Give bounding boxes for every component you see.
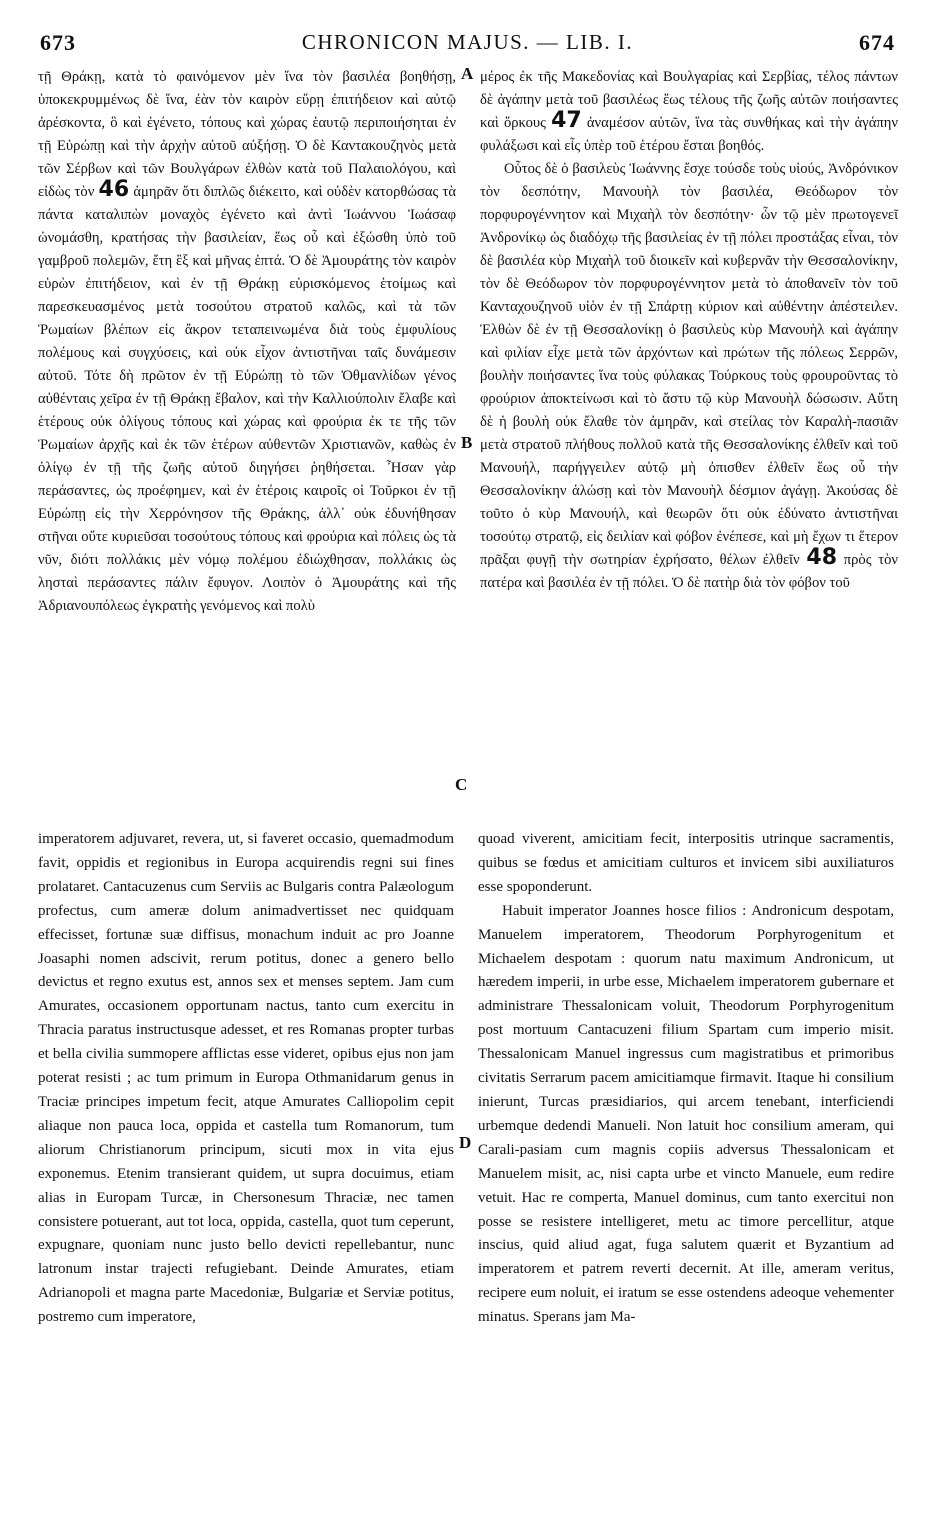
page-mark-46: 46 [98,177,130,202]
greek-column-left [38,66,456,618]
page-mark-48: 48 [806,545,838,570]
greek-left-text-1: τῇ Θράκῃ, κατὰ τὸ φαινόμενον μὲν ἵνα τὸν βασιλέα βοηθήσῃ, ὑποκεκρυμμένως δὲ ἵνα, ἐὰν τὸν καιρὸν εὕρῃ ἐπιτήδειον καὶ αὐτῷ ἀρέσκοντα, ὃ καὶ ἐγένετο, τόπους καὶ χώρας ἑαυτῷ περιποιήσηται ἐν τῇ Εὐρώπῃ καὶ τὴν ἀρχὴν αὐτοῦ αὐξήσῃ. Ὁ δὲ Καντακουζηνὸς μετὰ τῶν Σέρβων καὶ τῶν Βουλγάρων ἐλθὼν κατὰ τοῦ Παλαιολόγου, καὶ εἰδὼς τὸν [38,69,456,200]
latin-column-right [478,828,894,1330]
margin-letter-b: B [461,433,473,452]
greek-left-text-2: ἀμηρᾶν ὅτι διπλῶς διέκειτο, καὶ οὐδὲν κατορθώσας τὰ πάντα καταλιπὼν μοναχὸς ἐγένετο καὶ ἀντὶ Ἰωάννου Ἰωάσαφ ὠνομάσθη, κρατήσας τὴν βασιλείαν, ἕως οὗ καὶ ἐξώσθη ὑπὸ τοῦ γαμβροῦ πολεμῶν, ἔτη ἓξ καὶ μῆνας ἑπτά. Ὁ δὲ Ἀμουράτης τὸν καιρὸν εὑρὼν ἐπιτήδειον, καὶ ἐν τῇ Θράκῃ εὑρισκόμενος ἑτοίμως καὶ παρεσκευασμένος μετὰ τοσούτου στρατοῦ καλῶς, καὶ τὰ τῶν Ῥωμαίων βλέπων εἰς ἄκρον τεταπεινωμένα διὰ τοὺς ἐμφυλίους πολέμους καὶ συγχύσεις, καὶ οὐκ εἶχον ἀντιστῆναι ταῖς δυνάμεσιν αὐτοῦ. Τότε δὴ πρῶτον ἐν τῇ Εὐρώπῃ τὸ τῶν Ὀθμανλίδων γένος αὐθένταις χεῖρα ἐν τῇ Θράκῃ ἔβαλον, καὶ τὴν Καλλιούπολιν ἔλαβε καὶ ἑτέρους οὐκ ὀλίγους τόπους καὶ χώρας καὶ φρούρια ἐκ τε τῆς τῶν Ῥωμαίων ἀρχῆς καὶ ἐκ τῶν ἑτέρων αὐθεντῶν Χριστιανῶν, καθὼς ἐν ὀλίγῳ ἐν τῇ τῆς ζωῆς αὐτοῦ διηγήσει ῥηθήσεται. Ἦσαν γὰρ περάσαντες, ὡς προέφημεν, καὶ ἐν ἑτέροις καιροῖς οἱ Τοῦρκοι ἐν τῇ Εὐρώπῃ εἰς τὴν Χερρόνησον τῆς Θράκης, ἀλλ᾽ οὐκ ἐδυνήθησαν στῆναι οὔτε κυριεῦσαι τοσούτους τόπους καὶ φρούρια καὶ πόλεις ὡς τὰ νῦν, διότι πολλάκις μὲν νόμῳ πολέμου ἐδιώχθησαν, πολλάκις ὡς λησταὶ περάσαντες πάλιν ἔφυγον. Λοιπὸν ὁ Ἀμουράτης καὶ τῆς Ἀδριανουπόλεως ἐγκρατὴς γενόμενος καὶ πολὺ [38,184,456,614]
greek-right-text-4: πρὸς τὸν πατέρα καὶ βασιλέα ἐν τῇ πόλει. Ὁ δὲ πατὴρ διὰ τὸν φόβον τοῦ [480,552,898,591]
running-title: CHRONICON MAJUS. — LIB. I. [301,30,634,54]
latin-left-paragraph: imperatorem adjuvaret, revera, ut, si faveret occasio, quemadmodum favit, oppidis et regionibus in Europa acquirendis regni sui fines prolataret. Cantacuzenus cum Serviis ac Bulgaris contra Palæologum profectus, cum ameræ dolum animadvertisset nec quidquam effecisset, fortunæ suæ diffisus, monachum induit ac pro Joanne Joasaphi nomen adscivit, rerum potitus, donec a genero bello devictus et regno exutus est, annos sex et menses septem. Jam cum Amurates, occasionem opportunam nactus, tanto cum exercitu in Thracia paratus instructusque adesset, et res Romanas propter turbas et bella civilia summopere afflictas esse videret, opibus ejus non jam poterat resisti ; ac tum primum in Europa Othmanidarum genus in Traciæ principes impetum fecit, atque Amurates Calliopolim cepit aliaque non pauca loca, oppida et castella tum Romanorum, tum aliorum Christianorum principum, sicuti mox in vita ejus exponemus. Etenim transierant quidem, ut supra docuimus, etiam alias in Europam Turcæ, in Chersonesum Thraciæ, nec tamen consistere potuerant, aut tot loca, oppida, castella, quot tum ceperunt, expugnare, quoniam nunc justo bello devicti repellebantur, nunc latronum instar trajecti refugiebant. Deinde Amurates, etiam Adrianopoli et magna parte Macedoniæ, Bulgariæ et Serviæ potitus, postremo cum imperatore, [38,831,454,1326]
greek-right-text-1: μέρος ἐκ τῆς Μακεδονίας καὶ Βουλγαρίας καὶ Σερβίας, τέλος πάντων δὲ ἀγάπην μετὰ τοῦ βασιλέως ἕως τέλους τῆς ζωῆς αὐτῶν ποιήσαντες καὶ ὅρκους [480,69,898,131]
margin-letter-c: C [455,775,468,794]
margin-letter-a: A [461,64,474,83]
running-header [40,30,895,64]
greek-right-text-3: Οὗτος δὲ ὁ βασιλεὺς Ἰωάννης ἔσχε τούσδε τοὺς υἱούς, Ἀνδρόνικον τὸν δεσπότην, Μανουὴλ τὸν βασιλέα, Θεόδωρον τὸν πορφυρογέννητον καὶ Μιχαὴλ τὸν δεσπότην· ὧν τῷ μὲν πρωτογενεῖ Ἀνδρονίκῳ ὡς διαδόχῳ τῆς βασιλείας ἐν τῇ πόλει προστάξας εἶναι, τὸν δὲ βασιλέα κὺρ Μιχαὴλ τοῦ διοικεῖν καὶ κυβερνᾶν τὴν Θεσσαλονίκην, τὸν δὲ Θεόδωρον τὸν πορφυρογέννητον μετὰ τὸ ἀποθανεῖν τὸν τοῦ Κανταχουζηνοῦ υἱὸν ἐν τῇ Σπάρτῃ κύριον καὶ αὐθέντην ἀπέστειλεν. Ἐλθὼν δὲ ἐν τῇ Θεσσαλονίκῃ ὁ βασιλεὺς κὺρ Μανουὴλ καὶ ἀγάπην καὶ φιλίαν εἶχε μετὰ τῶν ἀρχόντων καὶ πρώτων τῆς πόλεως Σερρῶν, βουλὴν ποιήσαντες ἵνα τοὺς φύλακας Τούρκους τοὺς φρουροῦντας τὸ φρούριον ἀποκτείνωσι καὶ τὸ ἄστυ τῷ κὺρ Μανουὴλ δώσωσιν. Αὕτη δὲ ἡ βουλὴ οὐκ ἔλαθε τὸν ἀμηρᾶν, καὶ στείλας τὸν Καραλὴ-πασιᾶν μετὰ στρατοῦ πλήθους πολλοῦ κατὰ τῆς Θεσσαλονίκης ἐλθεῖν καὶ τοῦ Μανουήλ, παρήγγειλεν αὐτῷ μὴ ὀπισθεν ἐλθεῖν ἕως οὗ τὴν Θεσσαλονίκην ἁλώσῃ καὶ τὸν Μανουὴλ δέσμιον ἀγάγῃ. Ἀκούσας δὲ τοῦτο ὁ κὺρ Μανουήλ, καὶ θεωρῶν ὅτι οὐκ ἐδύνατο ἀντιστῆναι τοσούτῳ στρατῷ, εἰς δειλίαν καὶ φόβον ἐνέπεσε, καὶ μὴ ἔχων τι ἕτερον πρᾶξαι φυγῇ τὴν σωτηρίαν ἐχρήσατο, θέλων ἐλθεῖν [480,161,898,568]
greek-right-text-2: ἀναμέσον αὐτῶν, ἵνα τὰς συνθήκας καὶ τὴν ἀγάπην φυλάξωσι καὶ εἷς ὑπὲρ τοῦ ἑτέρου ἔσται βοηθός. [480,115,898,154]
latin-right-paragraph-2: Habuit imperator Joannes hosce filios : Andronicum despotam, Manuelem imperatorem, Theodorum Porphyrogenitum et Michaelem despotam : quorum natu maximum Andronicum, ut hæredem imperii, in urbe esse, Michaelem imperatorem gubernare et administrare Thessalonicam voluit, Theodorum Porphyrogenitum post mortuum Cantacuzeni filium Spartam cum imperio misit. Thessalonicam Manuel ingressus cum magistratibus et primoribus civitatis Serrarum pacem amicitiamque firmavit. Itaque hi consilium inierunt, Turcas præsidiarios, qui arcem tenebant, interficiendi urbemque dedendi Manueli. Non latuit hoc consilium ameram, qui Carali-pasiam cum magnis copiis adversus Thessalonicam et Manuelem misit, ac, nisi capta urbe et vincto Manuele, eum redire vetuit. Hac re comperta, Manuel dominus, cum tanto exercitui non posse se resistere intelligeret, metu ac timore percellitur, atque inscius, quid aliud agat, fuga salutem quærit et Byzantium ad imperatorem et patrem reverti decernit. At ille, ameram veritus, recipere eum noluit, ei iratum se esse ostendens adeoque vehementer minatus. Sperans jam Ma- [478,902,894,1326]
page-mark-47: 47 [551,108,582,133]
margin-letter-d: D [459,1133,472,1152]
greek-right-paragraph-1 [480,66,898,158]
page-number-left: 673 [40,30,76,55]
greek-right-paragraph-2 [480,158,898,595]
latin-column-left [38,828,454,1330]
page-number-right: 674 [859,30,895,55]
greek-left-paragraph [38,66,456,618]
greek-column-right [480,66,898,595]
latin-right-paragraph-1: quoad viverent, amicitiam fecit, interpositis utrinque sacramentis, quibus se fœdus et amicitiam culturos et invicem sibi auxiliaturos esse spoponderunt. [478,831,894,895]
